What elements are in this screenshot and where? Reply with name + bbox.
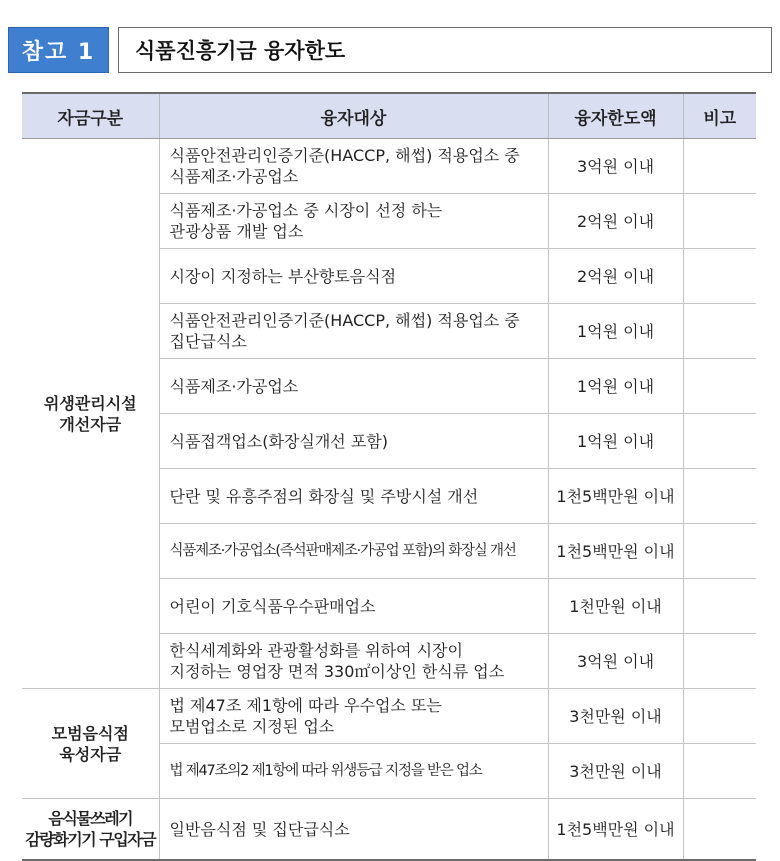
note-cell [683,579,756,634]
section-header [8,27,772,73]
note-cell [683,414,756,469]
amount-cell: 3천만원 이내 [548,689,683,744]
target-cell: 어린이 기호식품우수판매업소 [159,579,548,634]
target-cell: 식품제조·가공업소 [159,359,548,414]
target-cell: 법 제47조의2 제1항에 따라 위생등급 지정을 받은 업소 [159,744,548,799]
amount-cell: 1억원 이내 [548,304,683,359]
amount-cell: 3억원 이내 [548,634,683,689]
target-cell: 단란 및 유흥주점의 화장실 및 주방시설 개선 [159,469,548,524]
table-row [22,139,756,194]
reference-badge: 참고 1 [8,27,109,73]
amount-cell: 1천만원 이내 [548,579,683,634]
note-cell [683,194,756,249]
note-cell [683,469,756,524]
note-cell [683,304,756,359]
target-cell: 한식세계화와 관광활성화를 위하여 시장이 지정하는 영업장 면적 330㎡이상인 한식류 업소 [159,634,548,689]
note-cell [683,689,756,744]
amount-cell: 1천5백만원 이내 [548,799,683,861]
amount-cell: 2억원 이내 [548,249,683,304]
note-cell [683,744,756,799]
column-header-target: 융자대상 [159,93,548,139]
category-cell: 모범음식점 육성자금 [22,689,159,799]
target-cell: 시장이 지정하는 부산향토음식점 [159,249,548,304]
target-cell: 식품제조·가공업소 중 시장이 선정 하는 관광상품 개발 업소 [159,194,548,249]
table-row [22,689,756,744]
amount-cell: 1천5백만원 이내 [548,469,683,524]
category-cell: 위생관리시설 개선자금 [22,139,159,689]
table-row [22,799,756,861]
amount-cell: 3천만원 이내 [548,744,683,799]
column-header-note: 비고 [683,93,756,139]
target-cell: 식품제조·가공업소(즉석판매제조·가공업 포함)의 화장실 개선 [159,524,548,579]
amount-cell: 1억원 이내 [548,414,683,469]
amount-cell: 2억원 이내 [548,194,683,249]
note-cell [683,799,756,861]
column-header-limit: 융자한도액 [548,93,683,139]
category-cell: 음식물쓰레기 감량화기기 구입자금 [22,799,159,861]
note-cell [683,634,756,689]
target-cell: 식품접객업소(화장실개선 포함) [159,414,548,469]
amount-cell: 3억원 이내 [548,139,683,194]
loan-limit-table [22,92,756,861]
note-cell [683,249,756,304]
target-cell: 식품안전관리인증기준(HACCP, 해썹) 적용업소 중 집단급식소 [159,304,548,359]
amount-cell: 1천5백만원 이내 [548,524,683,579]
page-title: 식품진흥기금 융자한도 [118,27,772,73]
note-cell [683,359,756,414]
table-header-row [22,93,756,139]
amount-cell: 1억원 이내 [548,359,683,414]
note-cell [683,139,756,194]
target-cell: 식품안전관리인증기준(HACCP, 해썹) 적용업소 중 식품제조·가공업소 [159,139,548,194]
target-cell: 일반음식점 및 집단급식소 [159,799,548,861]
column-header-fund-type: 자금구분 [22,93,159,139]
note-cell [683,524,756,579]
target-cell: 법 제47조 제1항에 따라 우수업소 또는 모범업소로 지정된 업소 [159,689,548,744]
